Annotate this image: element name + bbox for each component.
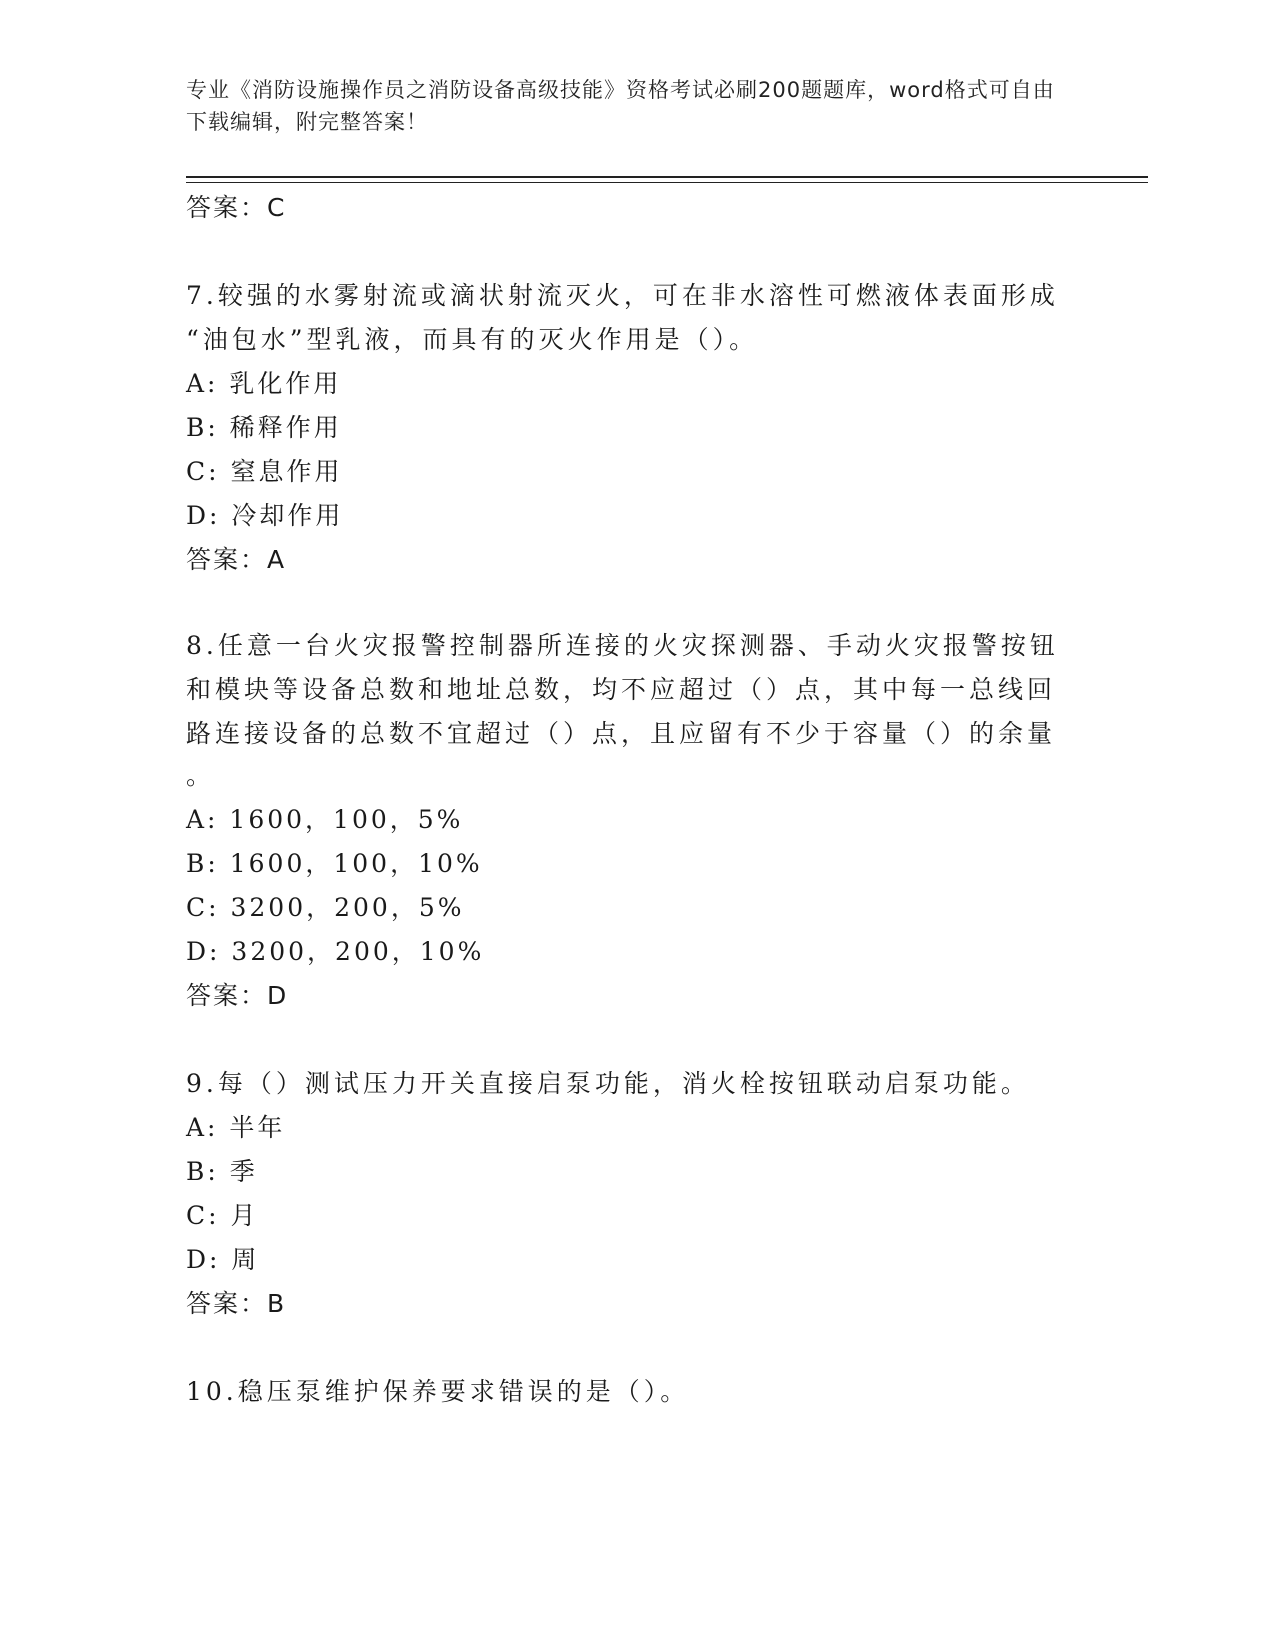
q8-option-a: A: 1600，100，5% [186, 805, 464, 834]
q7-option-c: C: 窒息作用 [186, 457, 343, 486]
q8-option-d: D: 3200，200，10% [186, 937, 485, 966]
header-divider-thin [186, 182, 1148, 183]
q9-option-c: C: 月 [186, 1201, 259, 1230]
q8-stem-line-4: 。 [186, 761, 216, 790]
q7-stem-line-1: 7.较强的水雾射流或滴状射流灭火，可在非水溶性可燃液体表面形成 [186, 281, 1059, 310]
q9-option-d: D: 周 [186, 1245, 260, 1274]
q8-stem-line-2: 和模块等设备总数和地址总数，均不应超过（）点，其中每一总线回 [186, 675, 1057, 704]
q7-option-d: D: 冷却作用 [186, 501, 344, 530]
q9-option-b: B: 季 [186, 1157, 258, 1186]
q10-stem-line-1: 10.稳压泵维护保养要求错误的是（）。 [186, 1377, 690, 1406]
q9-option-a: A: 半年 [186, 1113, 286, 1142]
q7-answer: 答案：A [186, 545, 287, 574]
q9-stem-line-1: 9.每（）测试压力开关直接启泵功能，消火栓按钮联动启泵功能。 [186, 1069, 1030, 1098]
q7-option-b: B: 稀释作用 [186, 413, 342, 442]
q8-answer: 答案：D [186, 981, 289, 1010]
document-header: 专业《消防设施操作员之消防设备高级技能》资格考试必刷200题题库，word格式可自由下载编辑，附完整答案！ [186, 78, 1055, 134]
q8-stem-line-3: 路连接设备的总数不宜超过（）点，且应留有不少于容量（）的余量 [186, 719, 1057, 748]
q7-stem-line-2: “油包水”型乳液，而具有的灭火作用是（）。 [186, 325, 759, 354]
q9-answer: 答案：B [186, 1289, 287, 1318]
q7-option-a: A: 乳化作用 [186, 369, 342, 398]
q6-answer: 答案：C [186, 193, 287, 222]
header-divider [186, 176, 1148, 178]
q8-option-b: B: 1600，100，10% [186, 849, 483, 878]
q8-option-c: C: 3200，200，5% [186, 893, 465, 922]
q8-stem-line-1: 8.任意一台火灾报警控制器所连接的火灾探测器、手动火灾报警按钮 [186, 631, 1059, 660]
